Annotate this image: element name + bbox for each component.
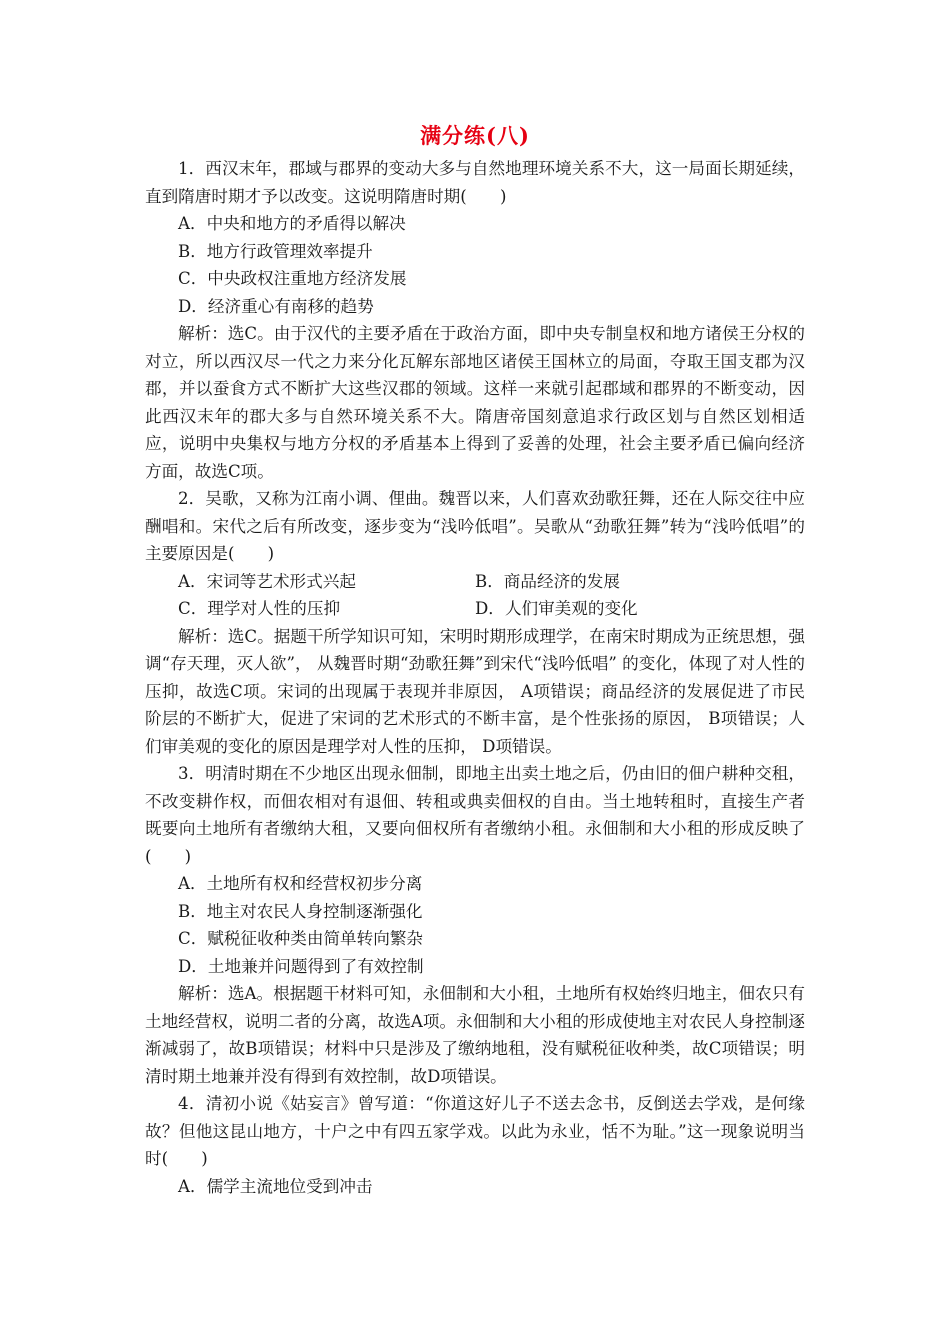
document-body	[145, 155, 805, 1200]
question-2-analysis: 解析：选C。据题干所学知识可知，宋明时期形成理学，在南宋时期成为正统思想，强调“存天理，灭人欲”， 从魏晋时期“劲歌狂舞”到宋代“浅吟低唱” 的变化，体现了对人性的压抑，故选C项。宋词的出现属于表现并非原因， A项错误；商品经济的发展促进了市民阶层的不断扩大，促进了宋词的艺术形式的不断丰富，是个性张扬的原因， B项错误；人们审美观的变化的原因是理学对人性的压抑， D项错误。	[145, 626, 805, 756]
page-title: 满分练(八)	[420, 123, 530, 148]
question-2-option-a: A．宋词等艺术形式兴起	[178, 571, 356, 591]
question-2-option-b: B．商品经济的发展	[475, 571, 620, 591]
question-1-option-c: C．中央政权注重地方经济发展	[178, 269, 407, 288]
question-1-option-d: D．经济重心有南移的趋势	[178, 296, 374, 316]
question-1-stem: 1．西汉末年，郡域与郡界的变动大多与自然地理环境关系不大，这一局面长期延续，直到隋唐时期才予以改变。这说明隋唐时期( )	[145, 159, 805, 206]
question-3-option-c: C．赋税征收种类由简单转向繁杂	[178, 929, 424, 948]
question-4-stem: 4．清初小说《姑妄言》曾写道：“你道这好儿子不送去念书，反倒送去学戏，是何缘故？但他这昆山地方，十户之中有四五家学戏。以此为永业，恬不为耻。”这一现象说明当时( )	[145, 1094, 805, 1168]
question-3-stem: 3．明清时期在不少地区出现永佃制，即地主出卖土地之后，仍由旧的佃户耕种交租，不改变耕作权，而佃农相对有退佃、转租或典卖佃权的自由。当土地转租时，直接生产者既要向土地所有者缴纳大租，又要向佃权所有者缴纳小租。永佃制和大小租的形成反映了( )	[145, 764, 805, 866]
question-3-option-d: D．土地兼并问题得到了有效控制	[178, 956, 424, 976]
question-1-analysis: 解析：选C。由于汉代的主要矛盾在于政治方面，即中央专制皇权和地方诸侯王分权的对立，所以西汉尽一代之力来分化瓦解东部地区诸侯王国林立的局面，夺取王国支郡为汉郡，并以蚕食方式不断扩大这些汉郡的领域。这样一来就引起郡域和郡界的不断变动，因此西汉末年的郡大多与自然环境关系不大。隋唐帝国刻意追求行政区划与自然区划相适应，说明中央集权与地方分权的矛盾基本上得到了妥善的处理，社会主要矛盾已偏向经济方面，故选C项。	[145, 324, 805, 481]
question-2-options-row-2	[145, 595, 805, 623]
question-1-option-a: A．中央和地方的矛盾得以解决	[178, 214, 406, 233]
question-4-option-a: A．儒学主流地位受到冲击	[178, 1176, 373, 1196]
question-2-stem: 2．吴歌，又称为江南小调、俚曲。魏晋以来，人们喜欢劲歌狂舞，还在人际交往中应酬唱和。宋代之后有所改变，逐步变为“浅吟低唱”。吴歌从“劲歌狂舞”转为“浅吟低唱”的主要原因是( )	[145, 489, 805, 563]
question-1-option-b: B．地方行政管理效率提升	[178, 241, 373, 261]
question-2-option-d: D．人们审美观的变化	[475, 599, 638, 618]
question-3-option-b: B．地主对农民人身控制逐渐强化	[178, 901, 423, 921]
question-2-options-row-1	[145, 568, 805, 596]
question-3-option-a: A．土地所有权和经营权初步分离	[178, 874, 423, 893]
question-2-option-c: C．理学对人性的压抑	[178, 599, 341, 618]
question-3-analysis: 解析：选A。根据题干材料可知，永佃制和大小租，土地所有权始终归地主，佃农只有土地经营权，说明二者的分离，故选A项。永佃制和大小租的形成使地主对农民人身控制逐渐减弱了，故B项错误；材料中只是涉及了缴纳地租，没有赋税征收种类，故C项错误；明清时期土地兼并没有得到有效控制，故D项错误。	[145, 984, 805, 1086]
